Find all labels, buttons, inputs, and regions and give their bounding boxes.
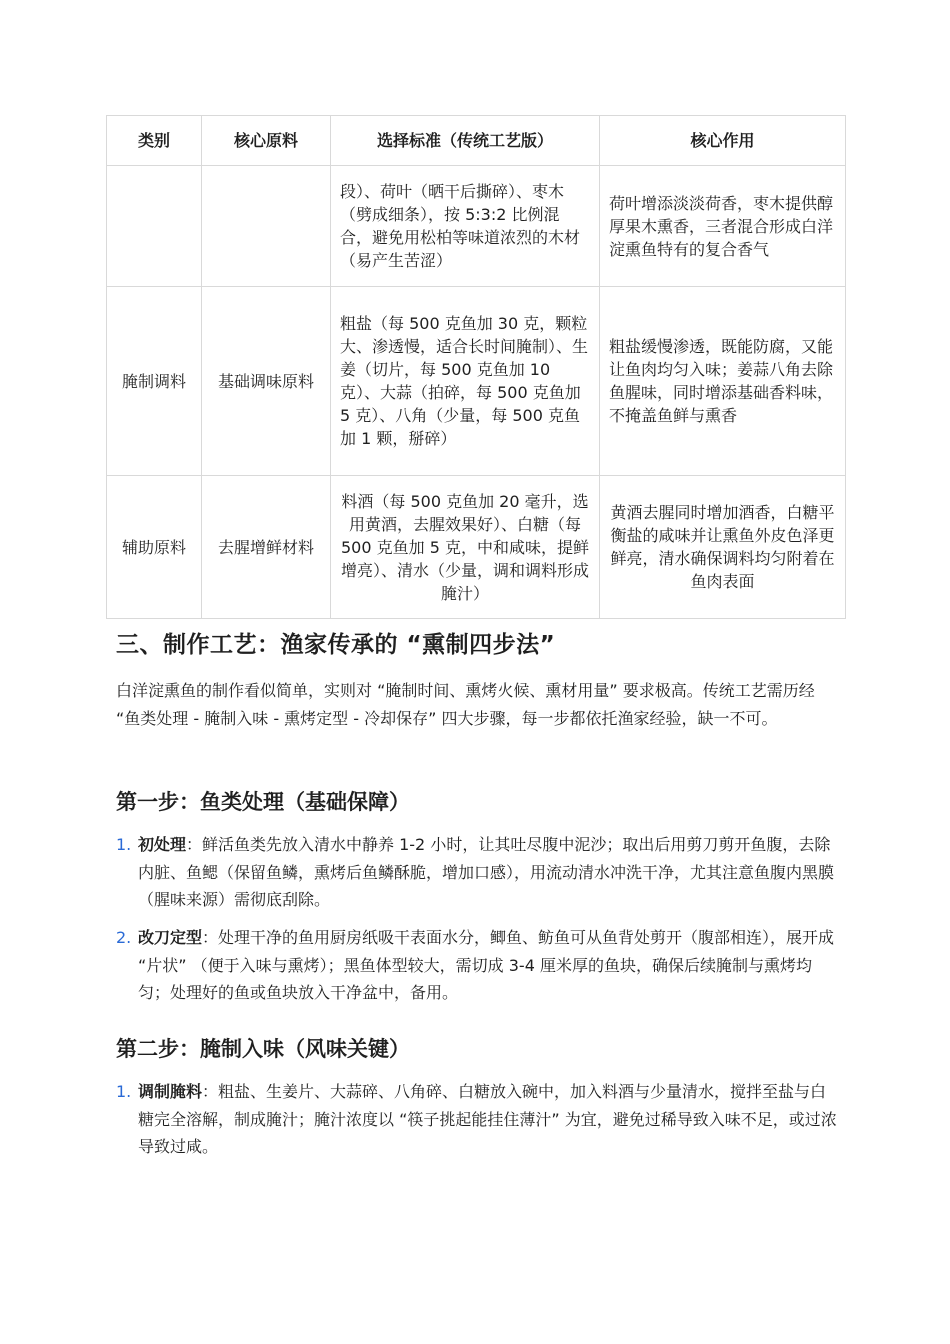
section-intro: 白洋淀熏鱼的制作看似简单，实则对 “腌制时间、熏烤火候、熏材用量” 要求极高。传统工艺需历经 “鱼类处理 - 腌制入味 - 熏烤定型 - 冷却保存” 四大步骤，每一步都依托渔家经验，缺一不可。	[116, 681, 815, 728]
list-number: 1.	[116, 1082, 132, 1101]
ingredients-table	[106, 115, 846, 619]
cell-standard: 料酒（每 500 克鱼加 20 毫升，选用黄酒，去腥效果好）、白糖（每 500 克鱼加 5 克，中和咸味，提鲜增亮）、清水（少量，调和调料形成腌汁）	[331, 476, 600, 619]
list-item-body	[138, 924, 838, 1007]
cell-category: 腌制调料	[107, 287, 202, 476]
table-header-row	[107, 116, 846, 166]
list-item-text: ：鲜活鱼类先放入清水中静养 1-2 小时，让其吐尽腹中泥沙；取出后用剪刀剪开鱼腹，去除内脏、鱼鳃（保留鱼鳞，熏烤后鱼鳞酥脆，增加口感），用流动清水冲洗干净，尤其注意鱼腹内黑膜（腥味来源）需彻底刮除。	[138, 835, 835, 909]
cell-material: 基础调味原料	[202, 287, 331, 476]
list-item-text: ：粗盐、生姜片、大蒜碎、八角碎、白糖放入碗中，加入料酒与少量清水，搅拌至盐与白糖完全溶解，制成腌汁；腌汁浓度以 “筷子挑起能挂住薄汁” 为宜，避免过稀导致入味不足，或过浓导致过咸。	[138, 1082, 837, 1156]
list-item-body	[138, 831, 838, 914]
cell-material	[202, 166, 331, 287]
list-item-label: 初处理	[138, 835, 187, 854]
header-category: 类别	[107, 116, 202, 166]
header-material: 核心原料	[202, 116, 331, 166]
list-item	[116, 1078, 838, 1161]
cell-effect: 粗盐缓慢渗透，既能防腐，又能让鱼肉均匀入味；姜蒜八角去除鱼腥味，同时增添基础香料味，不掩盖鱼鲜与熏香	[600, 287, 846, 476]
table-row	[107, 166, 846, 287]
list-number: 2.	[116, 928, 132, 947]
list-item-label: 改刀定型	[138, 928, 203, 947]
list-item-body	[138, 1078, 838, 1161]
header-effect: 核心作用	[600, 116, 846, 166]
cell-category	[107, 166, 202, 287]
cell-effect: 黄酒去腥同时增加酒香，白糖平衡盐的咸味并让熏鱼外皮色泽更鲜亮，清水确保调料均匀附着在鱼肉表面	[600, 476, 846, 619]
step2-heading: 第二步：腌制入味（风味关键）	[116, 1037, 410, 1061]
list-item-text: ：处理干净的鱼用厨房纸吸干表面水分，鲫鱼、鲂鱼可从鱼背处剪开（腹部相连），展开成 “片状” （便于入味与熏烤）；黑鱼体型较大，需切成 3-4 厘米厚的鱼块，确保后续腌制与熏烤均匀；处理好的鱼或鱼块放入干净盆中，备用。	[138, 928, 835, 1002]
list-item-label: 调制腌料	[138, 1082, 203, 1101]
step1-heading: 第一步：鱼类处理（基础保障）	[116, 790, 410, 814]
list-item	[116, 924, 838, 1007]
cell-effect: 荷叶增添淡淡荷香，枣木提供醇厚果木熏香，三者混合形成白洋淀熏鱼特有的复合香气	[600, 166, 846, 287]
section-heading: 三、制作工艺：渔家传承的 “熏制四步法”	[116, 632, 556, 658]
table-row	[107, 287, 846, 476]
cell-standard: 粗盐（每 500 克鱼加 30 克，颗粒大、渗透慢，适合长时间腌制）、生姜（切片，每 500 克鱼加 10 克）、大蒜（拍碎，每 500 克鱼加 5 克）、八角（少量，每 500 克鱼加 1 颗，掰碎）	[331, 287, 600, 476]
list-item	[116, 831, 838, 914]
list-number: 1.	[116, 835, 132, 854]
cell-material: 去腥增鲜材料	[202, 476, 331, 619]
cell-category: 辅助原料	[107, 476, 202, 619]
header-standard: 选择标准（传统工艺版）	[331, 116, 600, 166]
table-row	[107, 476, 846, 619]
cell-standard: 段）、荷叶（晒干后撕碎）、枣木（劈成细条），按 5:3:2 比例混合，避免用松柏等味道浓烈的木材（易产生苦涩）	[331, 166, 600, 287]
